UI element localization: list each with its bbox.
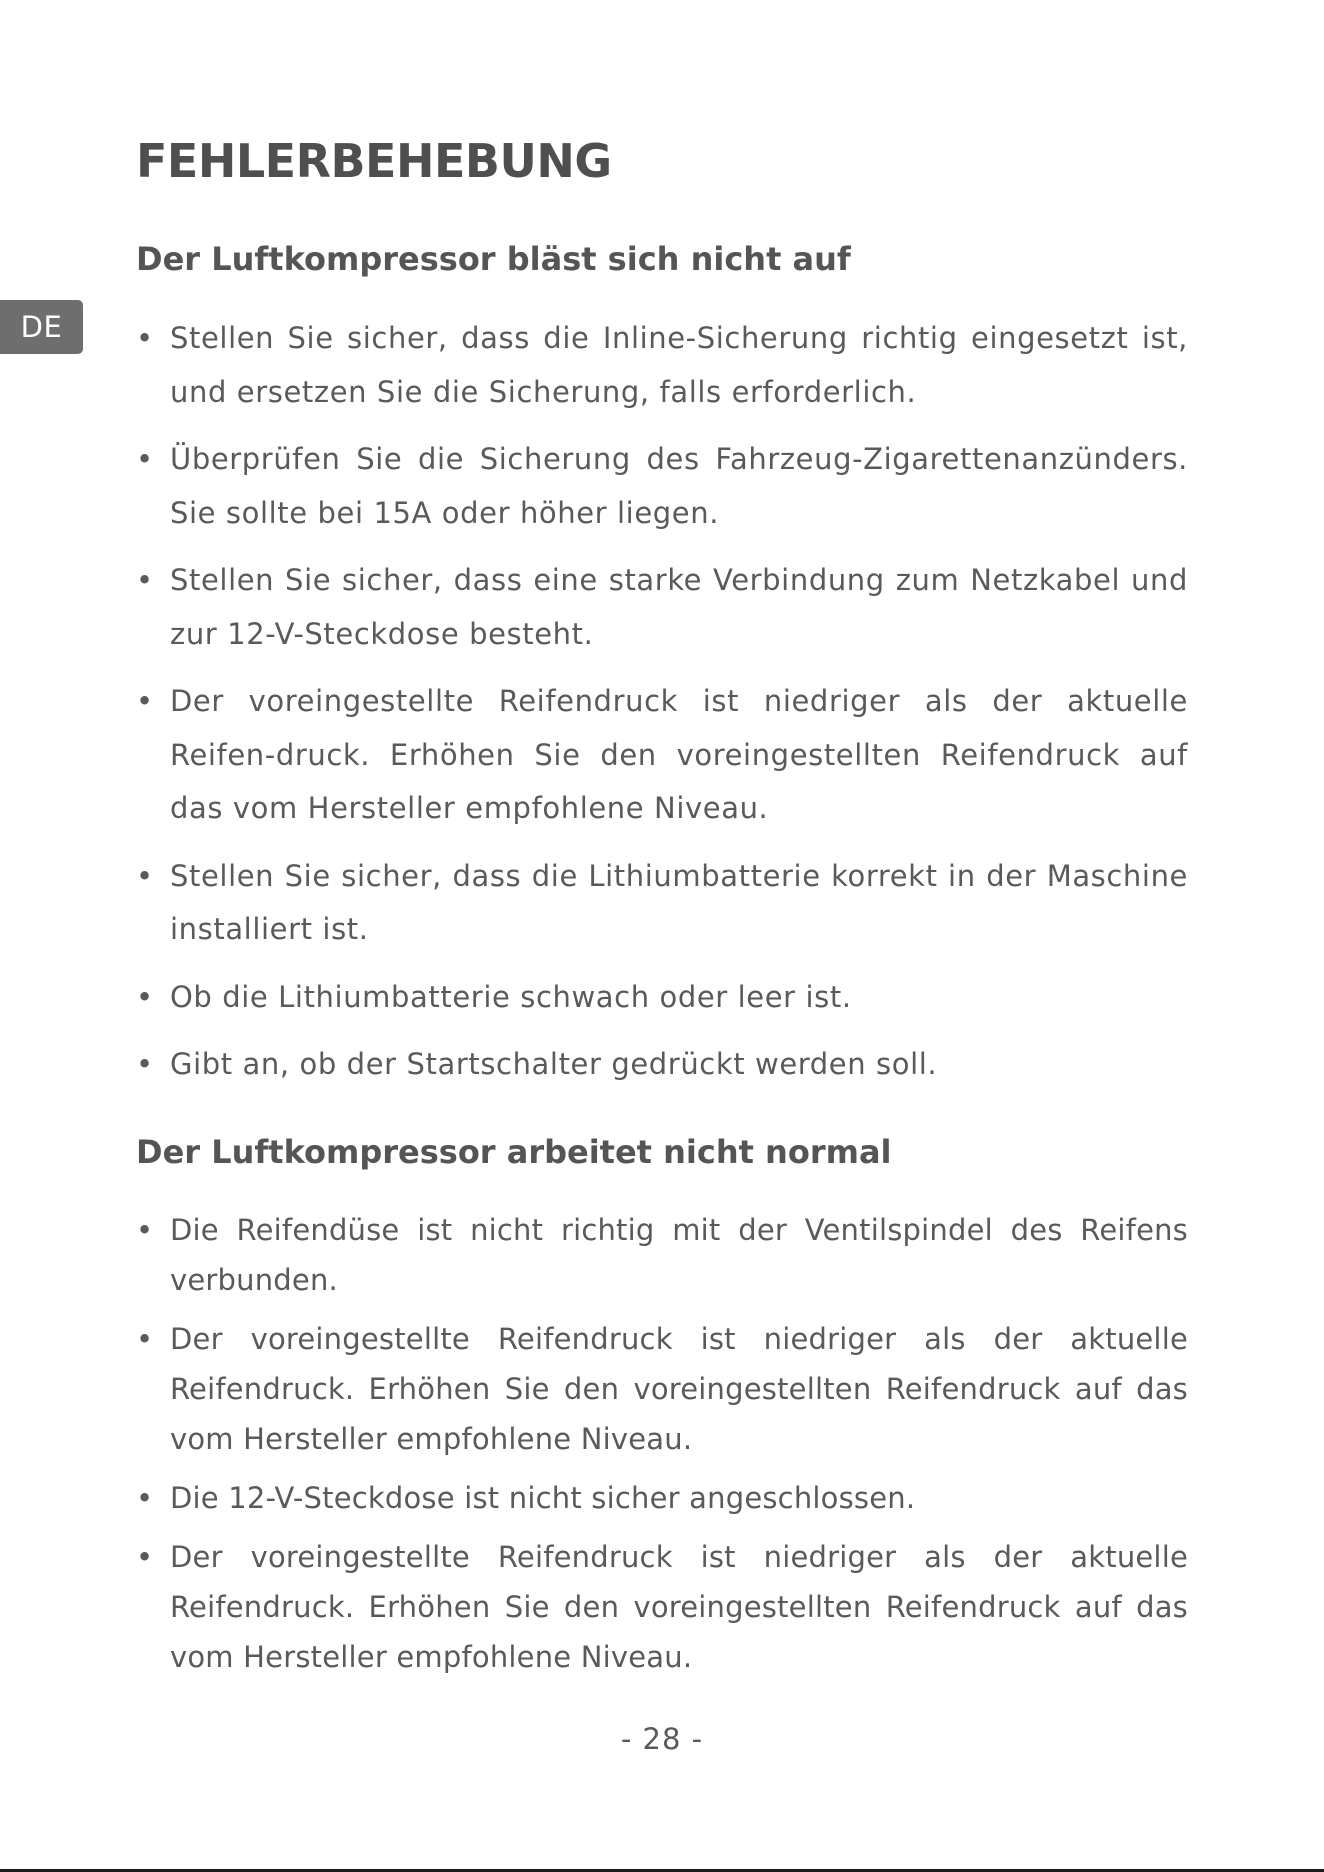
list-item — [136, 312, 1188, 419]
list-item — [136, 1532, 1188, 1682]
bullet-icon: • — [136, 1540, 154, 1574]
list-item-text: Stellen Sie sicher, dass die Lithiumbatterie korrekt in der Maschine installiert ist. — [170, 858, 1188, 946]
list-item — [136, 1205, 1188, 1305]
bullet-icon: • — [136, 1481, 154, 1515]
bullet-icon: • — [136, 1322, 154, 1356]
list-item-text: Der voreingestellte Reifendruck ist niedriger als der aktuelle Reifendruck. Erhöhen Sie den voreingestellten Reifendruck auf das vom Hersteller empfohlene Niveau. — [170, 1322, 1188, 1456]
page-title: FEHLERBEHEBUNG — [136, 134, 612, 188]
bullet-list-not-working-normally — [136, 1205, 1188, 1691]
section-heading-not-inflating: Der Luftkompressor bläst sich nicht auf — [136, 240, 851, 278]
bullet-icon: • — [136, 1047, 154, 1081]
bullet-icon: • — [136, 858, 154, 893]
page-number: - 28 - — [620, 1722, 704, 1756]
bullet-list-not-inflating — [136, 312, 1188, 1106]
list-item-text: Stellen Sie sicher, dass die Inline-Sicherung richtig eingesetzt ist, und ersetzen Sie die Sicherung, falls erforderlich. — [170, 321, 1188, 409]
list-item-text: Die 12-V-Steckdose ist nicht sicher angeschlossen. — [170, 1481, 916, 1515]
language-tab: DE — [0, 300, 83, 354]
list-item-text: Die Reifendüse ist nicht richtig mit der Ventilspindel des Reifens verbunden. — [170, 1213, 1188, 1297]
list-item-text: Der voreingestellte Reifendruck ist niedriger als der aktuelle Reifen-druck. Erhöhen Sie den voreingestellten Reifendruck auf das vom Hersteller empfohlene Niveau. — [170, 684, 1188, 825]
list-item — [136, 433, 1188, 540]
list-item — [136, 554, 1188, 661]
list-item-text: Ob die Lithiumbatterie schwach oder leer ist. — [170, 979, 852, 1014]
list-item — [136, 1473, 1188, 1523]
bullet-icon: • — [136, 321, 154, 355]
list-item — [136, 850, 1188, 957]
list-item — [136, 971, 1188, 1025]
bullet-icon: • — [136, 1213, 154, 1247]
bullet-icon: • — [136, 442, 154, 476]
list-item — [136, 675, 1188, 836]
list-item-text: Überprüfen Sie die Sicherung des Fahrzeug-Zigarettenanzünders. Sie sollte bei 15A oder höher liegen. — [170, 442, 1188, 530]
list-item-text: Der voreingestellte Reifendruck ist niedriger als der aktuelle Reifendruck. Erhöhen Sie den voreingestellten Reifendruck auf das vom Hersteller empfohlene Niveau. — [170, 1540, 1188, 1674]
section-heading-not-working-normally: Der Luftkompressor arbeitet nicht normal — [136, 1133, 892, 1171]
list-item-text: Stellen Sie sicher, dass eine starke Verbindung zum Netzkabel und zur 12-V-Steckdose besteht. — [170, 563, 1188, 651]
bullet-icon: • — [136, 979, 154, 1014]
list-item — [136, 1038, 1188, 1092]
list-item — [136, 1314, 1188, 1464]
bullet-icon: • — [136, 563, 154, 597]
list-item-text: Gibt an, ob der Startschalter gedrückt werden soll. — [170, 1047, 938, 1081]
bullet-icon: • — [136, 684, 154, 718]
